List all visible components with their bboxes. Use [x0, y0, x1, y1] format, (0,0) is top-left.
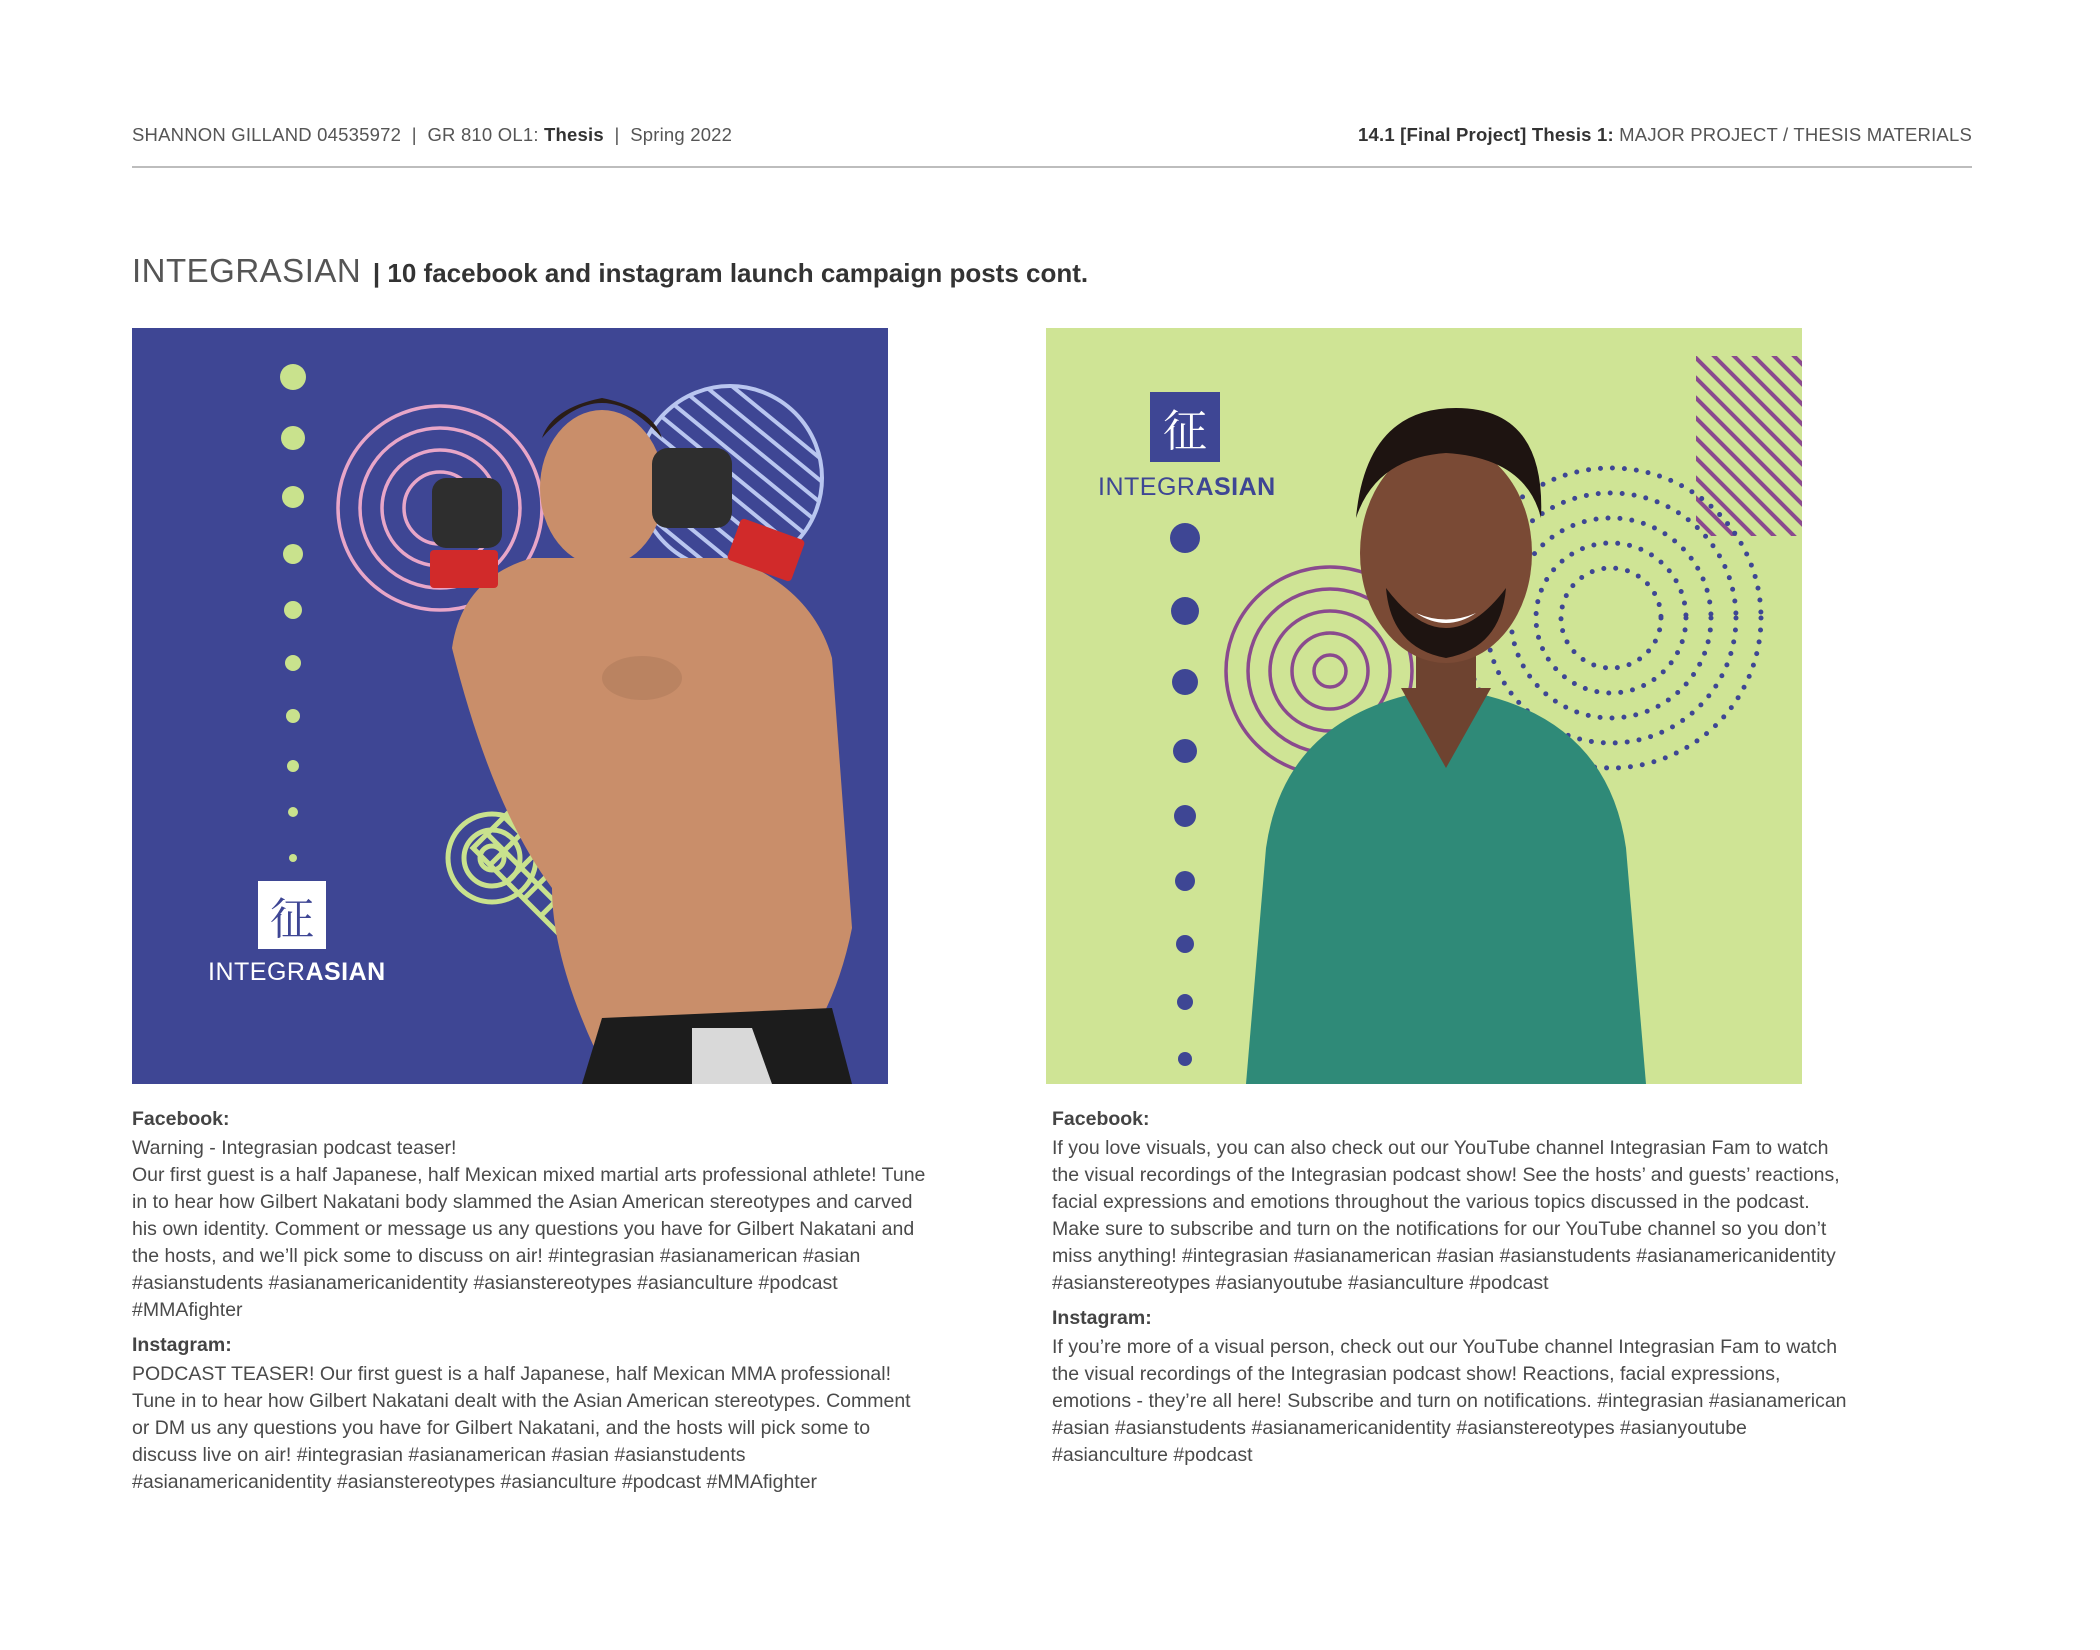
- page-header: [132, 124, 1972, 154]
- logo-glyph-box: [1151, 393, 1219, 461]
- instagram-caption: If you’re more of a visual person, check out our YouTube channel Integrasian Fam to watch the visual recordings of the Integrasian podcast show! Reactions, facial expressions, emotions - they’re all here! Subscribe and turn on notifications. #integrasian #asianamerican #asian #asianstudents #asianamericanidentity #asianstereotypes #asianyoutube #asianculture #podcast: [1052, 1336, 1847, 1466]
- logo-glyph-box: [258, 881, 326, 949]
- logo-wordmark: INTEGRASIAN: [208, 958, 386, 986]
- logo-wordmark: INTEGRASIAN: [1098, 473, 1276, 501]
- logo-glyph: 征: [1163, 406, 1207, 457]
- post-copy-right: [1052, 1106, 1852, 1477]
- header-left: SHANNON GILLAND 04535972 | GR 810 OL1: Thesis | Spring 2022: [132, 124, 733, 145]
- dot-column: [1170, 523, 1200, 1066]
- term: Spring 2022: [630, 124, 733, 145]
- header-divider: [132, 166, 1972, 168]
- brand-name: INTEGRASIAN: [132, 252, 362, 289]
- page-title: INTEGRASIAN | 10 facebook and instagram launch campaign posts cont.: [132, 252, 1089, 289]
- course-name: Thesis: [544, 124, 604, 145]
- post-image-youtube-guest: [1046, 328, 1802, 1084]
- facebook-label: Facebook:: [132, 1108, 230, 1130]
- instagram-caption: PODCAST TEASER! Our first guest is a half Japanese, half Mexican MMA professional! Tune in to hear how Gilbert Nakatani dealt with the Asian American stereotypes. Comment or DM us any questions you have for Gilbert Nakatani, and the hosts will pick some to discuss live on air! #integrasian #asianamerican #asian #asianstudents #asianamericanidentity #asianstereotypes #asianculture #podcast #MMAfighter: [132, 1363, 911, 1493]
- post-copy-left: [132, 1106, 932, 1504]
- instagram-label: Instagram:: [132, 1334, 232, 1356]
- assignment-title: 14.1 [Final Project] Thesis 1:: [1358, 124, 1620, 145]
- page-subtitle: 10 facebook and instagram launch campaign posts cont.: [387, 258, 1089, 288]
- logo-glyph: 征: [270, 894, 314, 945]
- assignment-subtitle: MAJOR PROJECT / THESIS MATERIALS: [1619, 124, 1972, 145]
- dot-column: [280, 364, 306, 862]
- instagram-label: Instagram:: [1052, 1307, 1152, 1329]
- course-code: GR 810 OL1:: [427, 124, 544, 145]
- facebook-label: Facebook:: [1052, 1108, 1150, 1130]
- guest-photo: [1246, 408, 1646, 1084]
- author-id: SHANNON GILLAND 04535972: [132, 124, 402, 145]
- post-image-mma-fighter: [132, 328, 888, 1084]
- facebook-caption: Warning - Integrasian podcast teaser! Our first guest is a half Japanese, half Mexican mixed martial arts professional athlete! Tune in to hear how Gilbert Nakatani body slammed the Asian American stereotypes and carved his own identity. Comment or message us any questions you have for Gilbert Nakatani and the hosts, and we’ll pick some to discuss on air! #integrasian #asianamerican #asian #asianstudents #asianamericanidentity #asianstereotypes #asianculture #podcast #MMAfighter: [132, 1137, 926, 1321]
- facebook-caption: If you love visuals, you can also check out our YouTube channel Integrasian Fam to watch the visual recordings of the Integrasian podcast show! See the hosts’ and guests’ reactions, facial expressions and emotions throughout the various topics discussed in the podcast. Make sure to subscribe and turn on the notifications for our YouTube channel so you don’t miss anything! #integrasian #asianamerican #asian #asianstudents #asianamericanidentity #asianstereotypes #asianyoutube #asianculture #podcast: [1052, 1137, 1840, 1294]
- header-right: [1358, 124, 1972, 146]
